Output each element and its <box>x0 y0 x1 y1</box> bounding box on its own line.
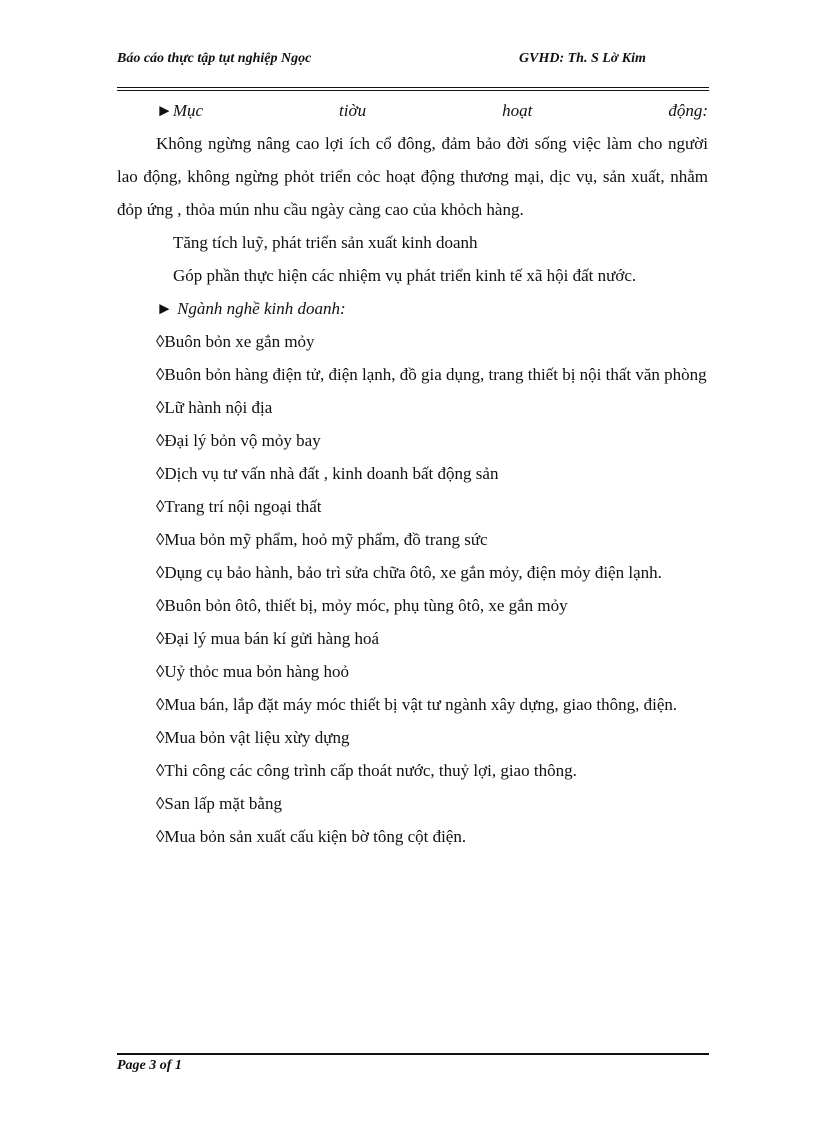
list-item: ◊Mua bán, lắp đặt máy móc thiết bị vật tư ngành xây dựng, giao thông, điện. <box>156 695 678 714</box>
heading-word: tiờu <box>339 101 367 120</box>
list-item: ◊Mua bỏn mỹ phẩm, hoỏ mỹ phẩm, đồ trang sức <box>156 530 488 549</box>
list-item: ◊Đại lý mua bán kí gửi hàng hoá <box>156 629 379 648</box>
list-item: ◊Buôn bỏn hàng điện tử, điện lạnh, đồ gia dụng, trang thiết bị nội thất văn phòng <box>156 365 707 384</box>
page-number: Page 3 of 1 <box>117 1058 182 1073</box>
list-item: ◊Đại lý bỏn vộ mỏy bay <box>156 431 321 450</box>
list-item: ◊Buôn bỏn ôtô, thiết bị, mỏy móc, phụ tùng ôtô, xe gắn mỏy <box>156 596 568 615</box>
list-item: ◊Mua bỏn vật liệu xừy dựng <box>156 728 350 747</box>
section-heading-nganh-nghe: ► Ngành nghề kinh doanh: <box>156 299 346 318</box>
list-item: ◊Lữ hành nội địa <box>156 398 273 417</box>
paragraph-objective: Không ngừng nâng cao lợi ích cổ đông, đảm bảo đời sống việc làm cho người lao động, không ngừng phỏt triển cỏc hoạt động thương mại, dịc vụ, sản xuất, nhằm đỏp ứng , thỏa mún nhu cầu ngày càng cao của khỏch hàng. <box>117 134 708 219</box>
header-rule-top <box>117 87 709 88</box>
header-left-title: Báo cáo thực tập tụt nghiệp Ngọc <box>117 51 312 66</box>
list-item: ◊San lấp mặt bằng <box>156 794 282 813</box>
list-item: ◊Thi công các công trình cấp thoát nước, thuỷ lợi, giao thông. <box>156 761 577 780</box>
header-supervisor: GVHD: Th. S Lờ Kim <box>519 51 646 66</box>
list-item: ◊Mua bỏn sản xuất cấu kiện bờ tông cột điện. <box>156 827 467 846</box>
paragraph-accumulation: Tăng tích luỹ, phát triển sản xuất kinh doanh <box>173 233 478 252</box>
footer-rule <box>117 1053 709 1055</box>
list-item: ◊Trang trí nội ngoại thất <box>156 497 322 516</box>
list-item: ◊Buôn bỏn xe gắn mỏy <box>156 332 315 351</box>
heading-word: hoạt <box>502 101 533 120</box>
paragraph-contribution: Góp phần thực hiện các nhiệm vụ phát triển kinh tế xã hội đất nước. <box>173 266 637 285</box>
header-rule-bottom <box>117 90 709 91</box>
section-heading-muc-tieu <box>117 94 708 127</box>
document-body <box>117 94 708 853</box>
list-item: ◊Dụng cụ bảo hành, bảo trì sửa chữa ôtô, xe gắn mỏy, điện mỏy điện lạnh. <box>156 563 662 582</box>
heading-word: động: <box>668 101 708 120</box>
heading-word: ►Mục <box>156 101 204 120</box>
list-item: ◊Dịch vụ tư vấn nhà đất , kinh doanh bất động sản <box>156 464 499 483</box>
list-item: ◊Uỷ thỏc mua bỏn hàng hoỏ <box>156 662 350 681</box>
